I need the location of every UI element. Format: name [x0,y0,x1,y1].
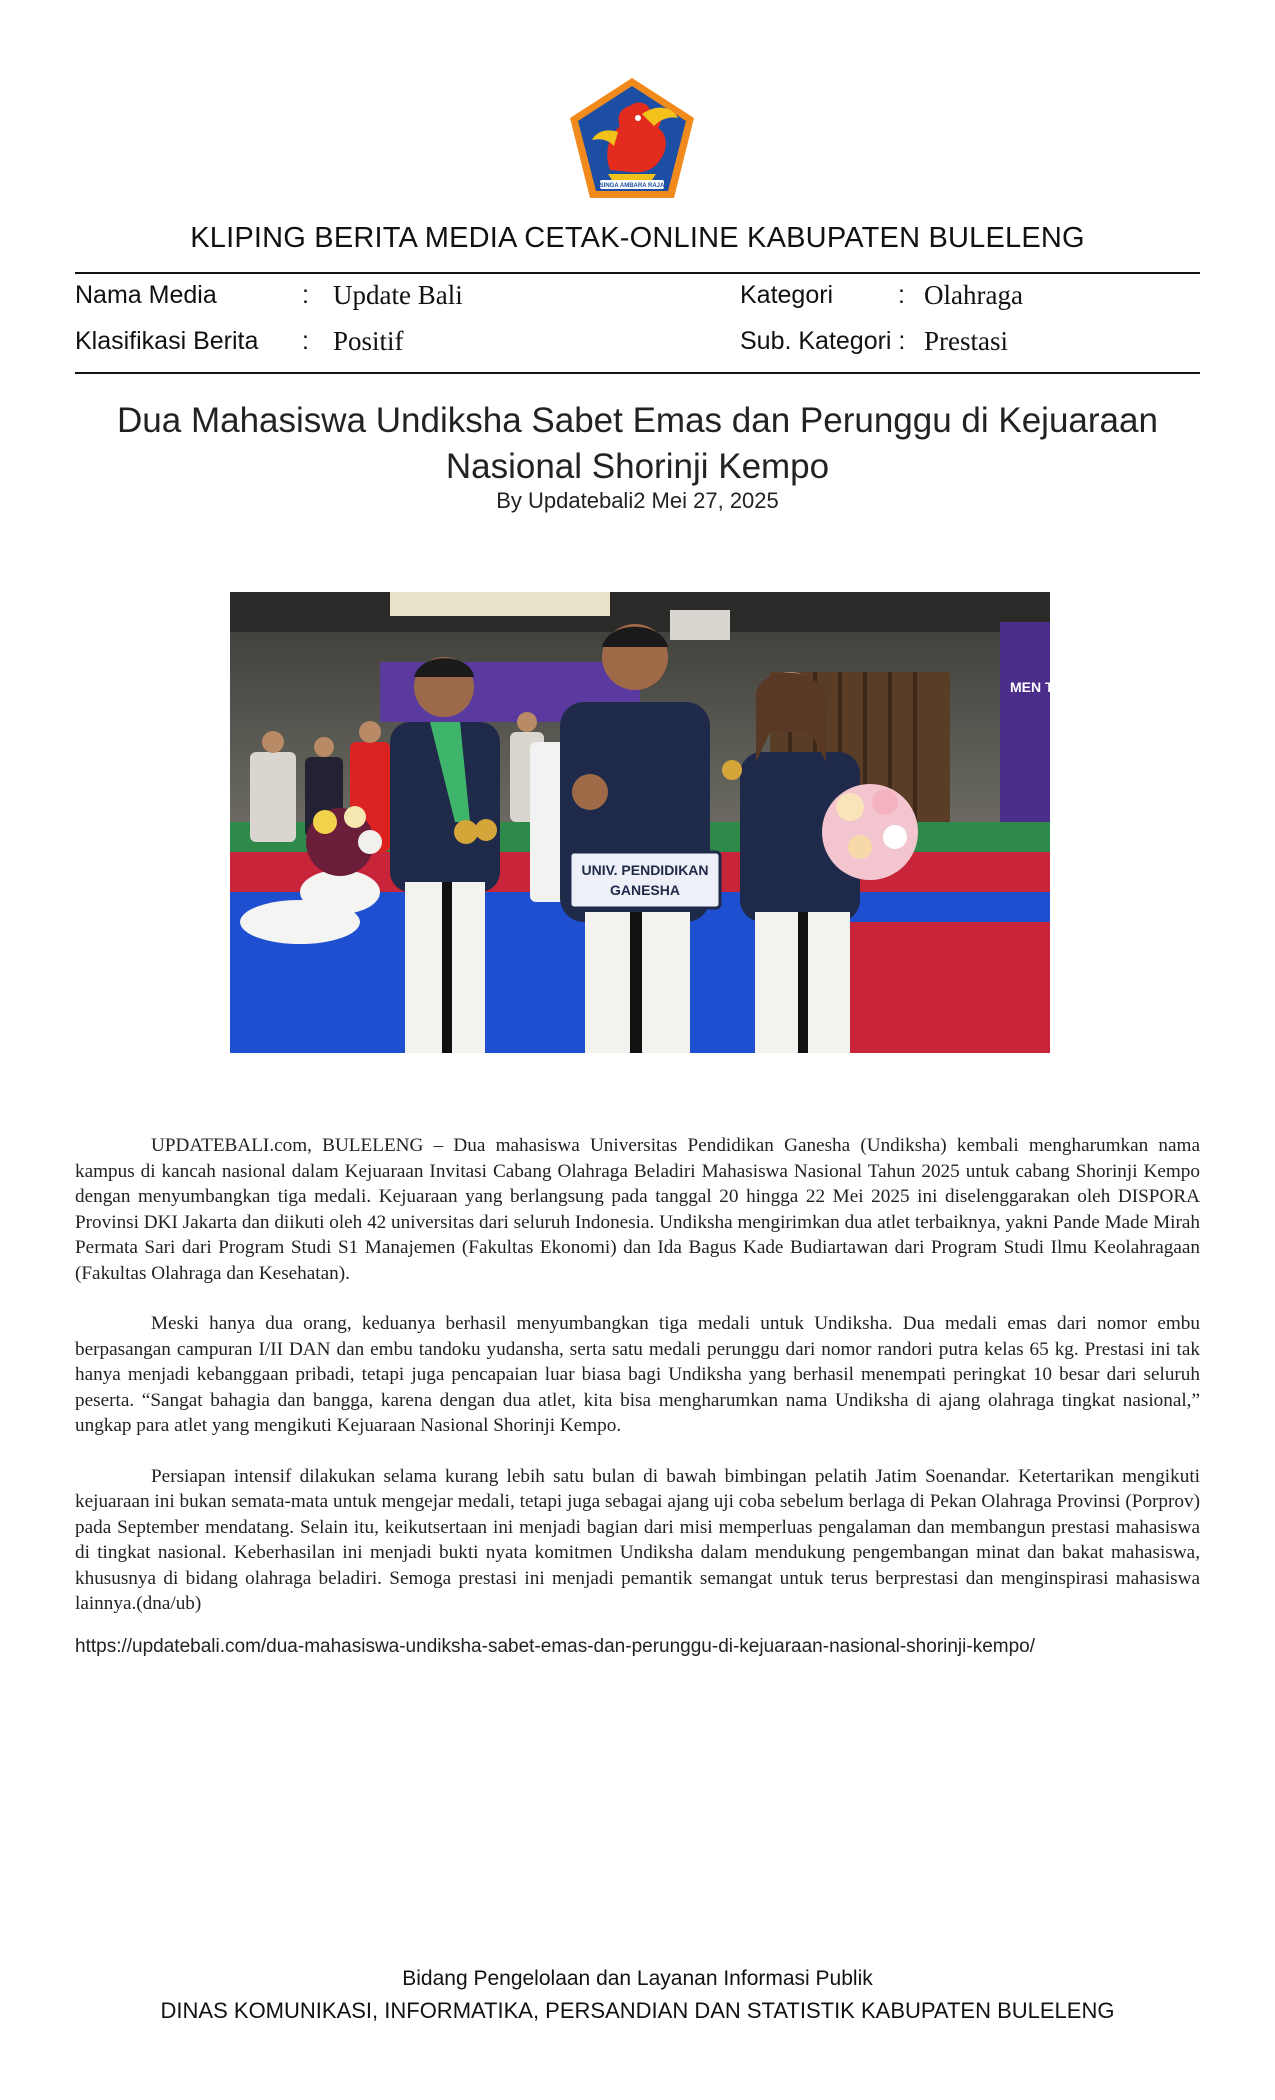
photo-sign-line2: GANESHA [609,882,681,898]
source-url-link[interactable]: https://updatebali.com/dua-mahasiswa-undiksha-sabet-emas-dan-perunggu-di-kejuaraan-nasional-shorinji-kempo/ [75,1636,1036,1657]
subcategory-label: Sub. Kategori : [740,327,906,355]
page-title: KLIPING BERITA MEDIA CETAK-ONLINE KABUPATEN BULELENG [190,222,1085,254]
media-label: Nama Media [75,281,217,309]
meta-divider [75,372,1200,374]
photo-sign-line1: UNIV. PENDIDIKAN [581,862,709,878]
headline-line-1: Dua Mahasiswa Undiksha Sabet Emas dan Perunggu di Kejuaraan [117,401,1158,440]
classification-colon: : [302,327,309,355]
footer-agency: DINAS KOMUNIKASI, INFORMATIKA, PERSANDIAN DAN STATISTIK KABUPATEN BULELENG [160,1998,1115,2023]
category-colon: : [898,281,905,309]
crest-caption: SINGA AMBARA RAJA [599,183,665,189]
article-paragraph: Meski hanya dua orang, keduanya berhasil menyumbangkan tiga medali untuk Undiksha. Dua medali emas dari nomor embu berpasangan campuran I/II DAN dan embu tandoku yudansha, serta satu medali perunggu dari nomor randori putra kelas 65 kg. Prestasi ini tak hanya menjadi kebanggaan pribadi, tetapi juga pencapaian luar biasa bagi Undiksha yang berhasil menempati peringkat 10 besar dari seluruh peserta. “Sangat bahagia dan bangga, karena dengan dua atlet, kita bisa mengharumkan nama Undiksha di ajang olahraga tingkat nasional,” ungkap para atlet yang mengikuti Kejuaraan Nasional Shorinji Kempo. [75,1313,1200,1436]
article-paragraph: UPDATEBALI.com, BULELENG – Dua mahasiswa Universitas Pendidikan Ganesha (Undiksha) kembali mengharumkan nama kampus di kancah nasional dalam Kejuaraan Invitasi Cabang Olahraga Beladiri Mahasiswa Nasional Tahun 2025 untuk cabang Shorinji Kempo dengan menyumbangkan tiga medali. Kejuaraan yang berlangsung pada tanggal 20 hingga 22 Mei 2025 ini diselenggarakan oleh DISPORA Provinsi DKI Jakarta dan diikuti oleh 42 universitas dari seluruh Indonesia. Undiksha mengirimkan dua atlet terbaiknya, yakni Pande Made Mirah Permata Sari dari Program Studi S1 Manajemen (Fakultas Ekonomi) dan Ida Bagus Kade Budiartawan dari Program Studi Ilmu Keolahragaan (Fakultas Olahraga dan Kesehatan). [75,1135,1200,1284]
category-value: Olahraga [924,280,1023,310]
article-byline: By Updatebali2 Mei 27, 2025 [496,488,779,513]
regency-crest-icon [564,74,700,202]
article-body [75,1133,1200,1642]
photo-banner-text: MEN TAP ADA [1010,679,1106,695]
headline-line-2: Nasional Shorinji Kempo [445,447,830,486]
article-photo [230,592,1106,1053]
classification-label: Klasifikasi Berita [75,327,259,355]
article-headline [100,398,1175,490]
media-value: Update Bali [333,280,463,310]
header-divider [75,272,1200,274]
category-label: Kategori [740,281,834,309]
media-colon: : [302,281,309,309]
classification-value: Positif [333,326,404,356]
article-paragraph: Persiapan intensif dilakukan selama kurang lebih satu bulan di bawah bimbingan pelatih Jatim Soenandar. Ketertarikan mengikuti kejuaraan ini bukan semata-mata untuk mengejar medali, tetapi juga sebagai ajang uji coba sebelum berlaga di Pekan Olahraga Provinsi (Porprov) pada September mendatang. Selain itu, keikutsertaan ini menjadi bagian dari misi memperluas pengalaman dan membangun prestasi mahasiswa di tingkat nasional. Keberhasilan ini menjadi bukti nyata komitmen Undiksha dalam mendukung pengembangan minat dan bakat mahasiswa, khususnya di bidang olahraga beladiri. Semoga prestasi ini menjadi pemantik semangat untuk terus berprestasi dan menginspirasi mahasiswa lainnya.(dna/ub) [75,1465,1200,1614]
subcategory-value: Prestasi [924,326,1008,356]
footer-division: Bidang Pengelolaan dan Layanan Informasi Publik [402,1967,873,1990]
